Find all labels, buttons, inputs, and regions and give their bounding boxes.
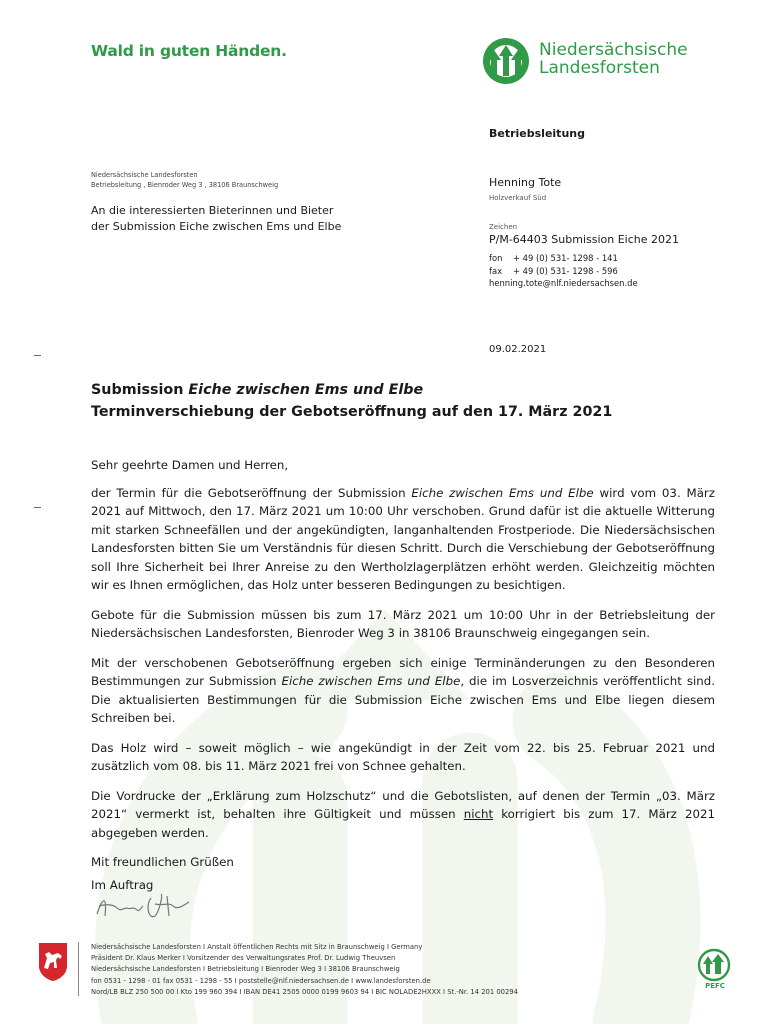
greeting: Sehr geehrte Damen und Herren, <box>91 458 289 472</box>
recipient-address <box>91 203 341 235</box>
phone-line <box>489 252 749 265</box>
p1-text: wird vom 03. März 2021 auf Mittwoch, den 17. März 2021 um 10:00 Uhr verschoben. Grund dafür ist die aktuelle Witterung mit starken Schneefällen und der angekündigten, langanhaltenden Frostperiode. Die Niedersächsischen Landesforsten bitten Sie um Verständnis für diesen Schritt. Durch die Verschiebung der Gebotseröffnung soll Ihre Sicherheit bei Ihrer Anreise zu den Wertholzlagerplätzen erhöht werden. Gleichzeitig möchten wir es Ihnen ermöglichen, das Holz unter besseren Bedingungen zu besichtigen. <box>91 485 715 592</box>
p5-text: korrigiert bis zum 17. März 2021 abgegeben werden. <box>91 807 716 840</box>
subject-line1 <box>91 379 731 401</box>
p3-text: Mit der verschobenen Gebotseröffnung ergeben sich einige Terminänderungen zu den Besonderen Bestimmungen zur Submission <box>91 655 715 688</box>
email-address[interactable]: henning.tote@nlf.niedersachsen.de <box>489 278 638 288</box>
footer-line: Niedersächsische Landesforsten I Anstalt öffentlichen Rechts mit Sitz in Braunschweig I Germany <box>91 943 423 951</box>
sender-line: Betriebsleitung , Bienroder Weg 3 , 38106 Braunschweig <box>91 181 279 189</box>
p3-emphasis: Eiche zwischen Ems und Elbe <box>281 674 461 688</box>
pefc-label: PEFC <box>705 982 725 990</box>
brand-name <box>539 41 688 77</box>
subject-emphasis: Eiche zwischen Ems und Elbe <box>188 382 424 398</box>
department-label: Betriebsleitung <box>489 127 585 140</box>
footer <box>91 942 651 998</box>
p3-text: , die im Losverzeichnis veröffentlicht sind. Die aktualisierten Bestimmungen für die Submission Eiche zwischen Ems und Elbe liegen diesem Schreiben bei. <box>91 674 715 725</box>
paragraph-3 <box>91 654 715 728</box>
p1-text: der Termin für die Gebotseröffnung der Submission <box>91 485 412 500</box>
footer-divider <box>78 942 79 996</box>
sender-line: Niedersächsische Landesforsten <box>91 171 198 179</box>
subject-prefix: Submission <box>91 382 189 398</box>
paragraph-5 <box>91 787 715 843</box>
reference-value: P/M-64403 Submission Eiche 2021 <box>489 233 679 246</box>
fax-number: + 49 (0) 531- 1298 - 596 <box>513 265 618 276</box>
paragraph-1 <box>91 484 715 595</box>
recipient-line: An die interessierten Bieterinnen und Bieter <box>91 204 334 217</box>
signature-icon <box>93 886 193 926</box>
p1-emphasis: Eiche zwischen Ems und Elbe <box>411 485 594 500</box>
paragraph-4: Das Holz wird – soweit möglich – wie angekündigt in der Zeit vom 22. bis 25. Februar 2021 und zusätzlich vom 08. bis 11. März 2021 frei von Schnee gehalten. <box>91 740 715 773</box>
footer-line: Präsident Dr. Klaus Merker I Vorsitzender des Verwaltungsrates Prof. Dr. Ludwig Theuvsen <box>91 954 396 963</box>
state-crest-icon <box>38 942 68 982</box>
contact-block <box>489 176 749 290</box>
phone-label: fon <box>489 253 503 263</box>
phone-number: + 49 (0) 531- 1298 - 141 <box>513 253 618 263</box>
fold-mark <box>34 355 41 356</box>
fax-label: fax <box>489 265 503 276</box>
closing-on-behalf: Im Auftrag <box>91 877 154 892</box>
subject-line2: Terminverschiebung der Gebotseröffnung auf den 17. März 2021 <box>91 404 613 420</box>
letter-body <box>91 456 715 894</box>
footer-line: Niedersächsische Landesforsten I Betriebsleitung I Bienroder Weg 3 I 38106 Braunschweig <box>91 965 400 974</box>
reference-label: Zeichen <box>489 223 518 231</box>
contact-details <box>489 252 749 290</box>
letter-date: 09.02.2021 <box>489 344 547 355</box>
paragraph-2: Gebote für die Submission müssen bis zum 17. März 2021 um 10:00 Uhr in der Betriebsleitung der Niedersächsischen Landesforsten, Bienroder Weg 3 in 38106 Braunschweig eingegangen sein. <box>91 607 715 640</box>
brand-name-line2: Landesforsten <box>539 58 660 78</box>
brand-name-line1: Niedersächsische <box>539 40 688 60</box>
contact-unit: Holzverkauf Süd <box>489 194 547 202</box>
p5-text: Die Vordrucke der „Erklärung zum Holzschutz“ und die Gebotslisten, auf denen der Termin „03. März 2021“ vermerkt ist, behalten ihre Gültigkeit und müssen <box>91 788 715 821</box>
contact-name: Henning Tote <box>489 176 562 189</box>
sender-address <box>91 170 278 190</box>
slogan: Wald in guten Händen. <box>91 42 287 60</box>
footer-line: Nord/LB BLZ 250 500 00 I Kto 199 960 394 I IBAN DE41 2505 0000 0199 9603 94 I BIC NOLADE2HXXX I St.-Nr. 14 201 00294 <box>91 987 518 996</box>
fold-mark <box>34 507 41 508</box>
footer-line: fon 0531 - 1298 - 01 fax 0531 - 1298 - 55 I poststelle@nlf.niedersachsen.de I www.landesforsten.de <box>91 976 431 985</box>
recipient-line: der Submission Eiche zwischen Ems und Elbe <box>91 220 342 233</box>
subject <box>91 379 731 423</box>
p5-underline: nicht <box>463 807 494 821</box>
fax-line <box>489 265 749 278</box>
closing: Mit freundlichen Grüßen <box>91 855 234 869</box>
